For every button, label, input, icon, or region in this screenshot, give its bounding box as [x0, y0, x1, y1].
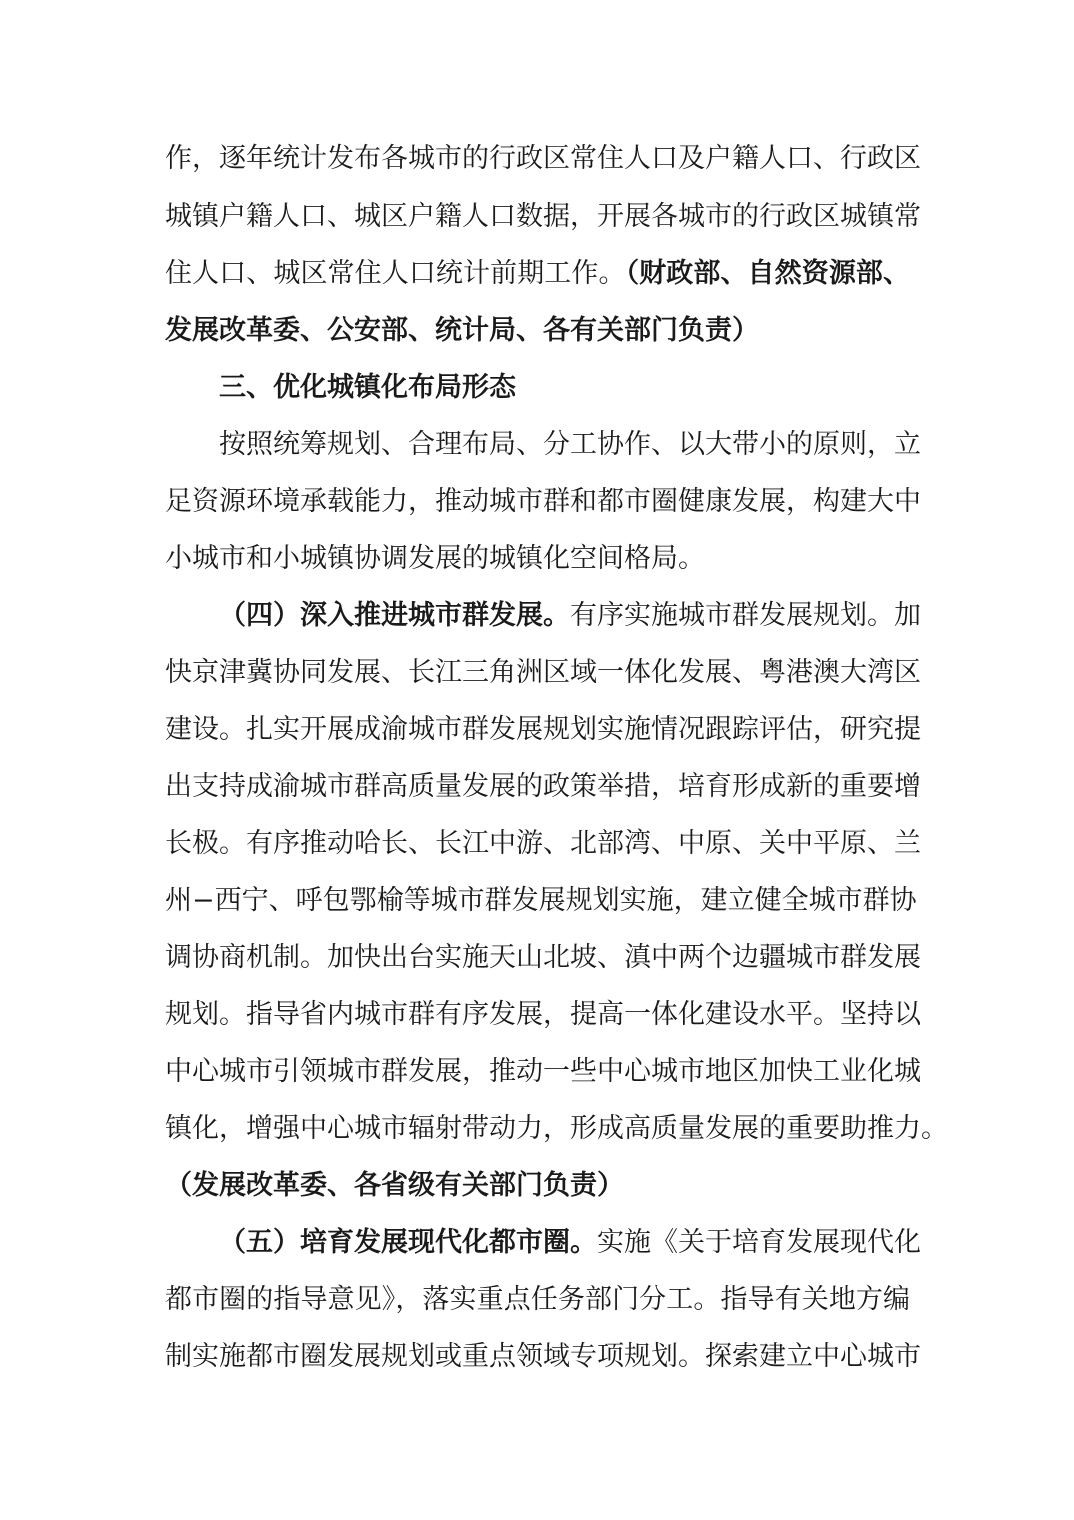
text-line: 建设。扎实开展成渝城市群发展规划实施情况跟踪评估，研究提 [165, 714, 921, 745]
text-line: 州−西宁、呼包鄂榆等城市群发展规划实施，建立健全城市群协 [165, 885, 917, 916]
text-line: 长极。有序推动哈长、长江中游、北部湾、中原、关中平原、兰 [165, 828, 921, 859]
responsible-departments: （财政部、自然资源部、 [625, 258, 911, 289]
text-line: 城镇户籍人口、城区户籍人口数据，开展各城市的行政区城镇常 [165, 201, 921, 232]
paragraph-first-line: （五）培育发展现代化都市圈。实施《关于培育发展现代化 [219, 1227, 921, 1258]
subsection-title: （四）深入推进城市群发展。 [219, 600, 570, 631]
text-line: 调协商机制。加快出台实施天山北坡、滇中两个边疆城市群发展 [165, 942, 921, 973]
text-line: 小城市和小城镇协调发展的城镇化空间格局。 [165, 543, 705, 574]
text-line: 中心城市引领城市群发展，推动一些中心城市地区加快工业化城 [165, 1056, 921, 1087]
paragraph-first-line: （四）深入推进城市群发展。有序实施城市群发展规划。加 [219, 600, 921, 631]
text-line [165, 1163, 910, 1209]
text-line: 都市圈的指导意见》，落实重点任务部门分工。指导有关地方编 [165, 1284, 910, 1315]
text-line: 镇化，增强中心城市辐射带动力，形成高质量发展的重要助推力。 [165, 1113, 948, 1144]
responsible-departments: （发展改革委、各省级有关部门负责） [165, 1170, 624, 1201]
text-line: 快京津冀协同发展、长江三角洲区域一体化发展、粤港澳大湾区 [165, 657, 921, 688]
section-heading: 三、优化城镇化布局形态 [219, 372, 516, 403]
text-line: 作，逐年统计发布各城市的行政区常住人口及户籍人口、行政区 [165, 143, 921, 174]
text-line [165, 308, 910, 354]
subsection-title: （五）培育发展现代化都市圈。 [219, 1227, 597, 1258]
text-line: 规划。指导省内城市群有序发展，提高一体化建设水平。坚持以 [165, 999, 921, 1030]
text-line: 住人口、城区常住人口统计前期工作。（财政部、自然资源部、 [165, 258, 911, 289]
text-line: 出支持成渝城市群高质量发展的政策举措，培育形成新的重要增 [165, 771, 921, 802]
text-line: 制实施都市圈发展规划或重点领域专项规划。探索建立中心城市 [165, 1341, 921, 1372]
text-line: 足资源环境承载能力，推动城市群和都市圈健康发展，构建大中 [165, 486, 921, 517]
paragraph-first-line: 按照统筹规划、合理布局、分工协作、以大带小的原则，立 [219, 429, 921, 460]
responsible-departments: 发展改革委、公安部、统计局、各有关部门负责） [165, 315, 759, 346]
